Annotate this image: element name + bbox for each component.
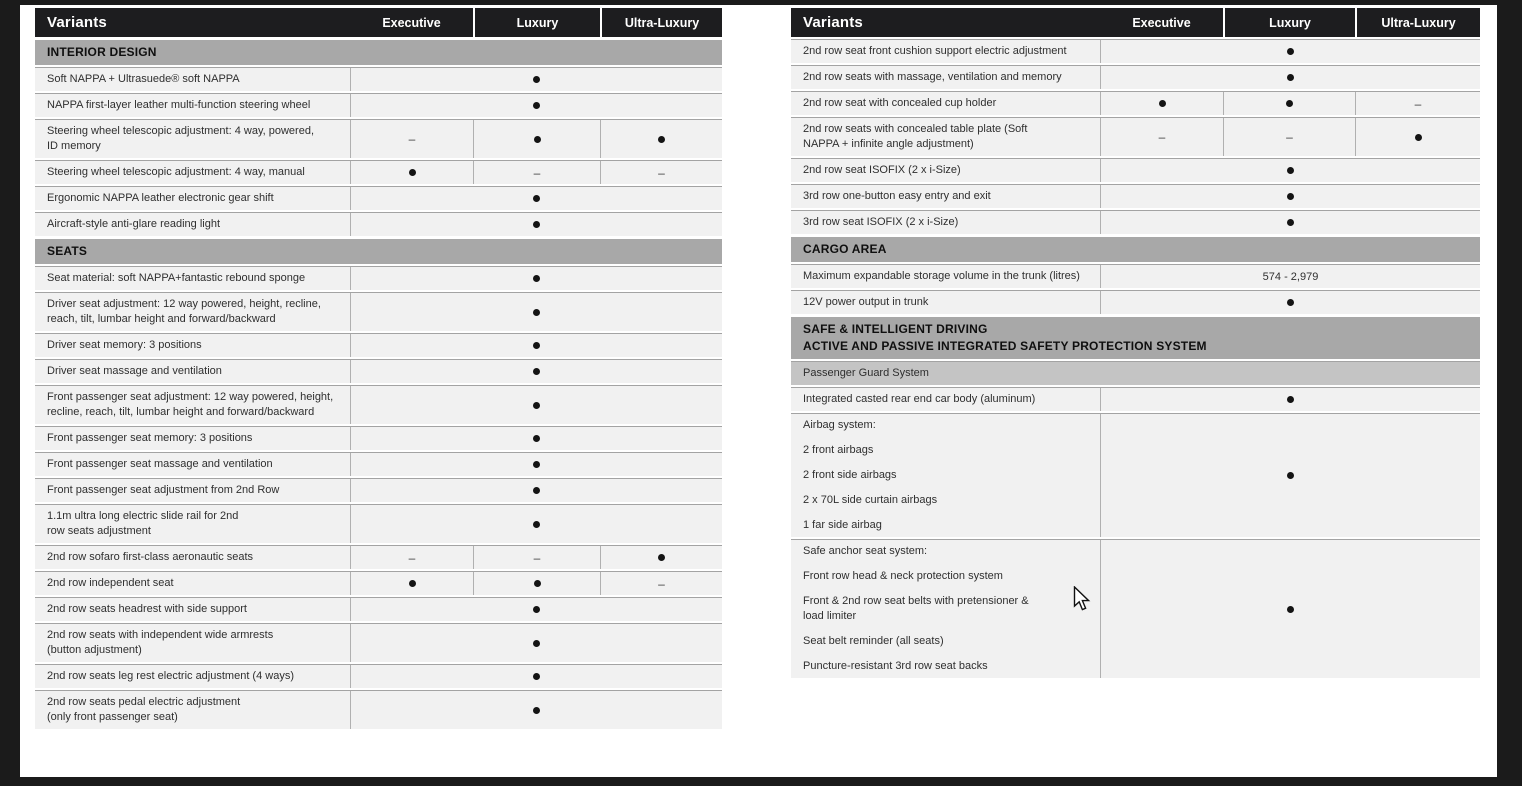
- column-header-ultra-luxury: Ultra-Luxury: [600, 8, 722, 37]
- row-label-line: 2 front side airbags: [803, 469, 897, 481]
- row-label: [35, 665, 350, 688]
- row-label-line: 2 x 70L side curtain airbags: [803, 494, 938, 506]
- feature-included-dot-icon: [533, 76, 540, 83]
- row-label-line: Steering wheel telescopic adjustment: 4 way, manual: [47, 166, 305, 178]
- table-row: [35, 452, 722, 476]
- feature-included-dot-icon: [1287, 193, 1294, 200]
- section-title: SAFE & INTELLIGENT DRIVING: [803, 322, 988, 336]
- feature-included-dot-icon: [1287, 606, 1294, 613]
- feature-included-dot-icon: [533, 640, 540, 647]
- row-label-line: Driver seat adjustment: 12 way powered, height, recline,: [47, 298, 321, 310]
- row-label-line: 2nd row seat front cushion support electric adjustment: [803, 45, 1067, 57]
- row-label: [791, 40, 1100, 63]
- value-cell-all-variants: [350, 213, 722, 236]
- variants-table-left: [35, 8, 722, 729]
- row-label: [791, 185, 1100, 208]
- value-cell-all-variants: [350, 665, 722, 688]
- table-row: [35, 664, 722, 688]
- value-cell-ultra-luxury: [600, 546, 722, 569]
- row-label-line: (button adjustment): [47, 644, 142, 656]
- value-cell-all-variants: [350, 598, 722, 621]
- row-label-line: Maximum expandable storage volume in the trunk (litres): [803, 270, 1080, 282]
- row-label: [35, 598, 350, 621]
- row-label: [35, 213, 350, 236]
- value-cell-all-variants: [350, 187, 722, 210]
- feature-included-dot-icon: [533, 487, 540, 494]
- row-label-line: 2nd row seats headrest with side support: [47, 603, 247, 615]
- row-label: [35, 453, 350, 476]
- row-label: [35, 479, 350, 502]
- value-cell-all-variants: [350, 453, 722, 476]
- mouse-cursor-icon: [1073, 586, 1092, 619]
- value-cell-all-variants: [350, 293, 722, 331]
- feature-included-dot-icon: [533, 402, 540, 409]
- section-header: [791, 237, 1480, 262]
- value-cell-luxury: [473, 572, 600, 595]
- feature-included-dot-icon: [533, 368, 540, 375]
- column-header-executive: Executive: [382, 15, 441, 30]
- feature-included-dot-icon: [533, 707, 540, 714]
- value-cell-luxury: [1223, 92, 1355, 115]
- label-line-spacer: [803, 624, 1090, 634]
- feature-included-dot-icon: [1287, 472, 1294, 479]
- cell-value-text: 574 - 2,979: [1262, 270, 1319, 283]
- table-row: [35, 119, 722, 158]
- row-label: [35, 624, 350, 662]
- section-title: ACTIVE AND PASSIVE INTEGRATED SAFETY PROTECTION SYSTEM: [803, 339, 1207, 353]
- value-cell-ultra-luxury: [1355, 118, 1480, 156]
- row-label-line: Front passenger seat adjustment: 12 way powered, height,: [47, 391, 334, 403]
- row-label-line: 2nd row sofaro first-class aeronautic seats: [47, 551, 254, 563]
- feature-included-dot-icon: [533, 606, 540, 613]
- table-row: [35, 478, 722, 502]
- table-row: [791, 91, 1480, 115]
- feature-included-dot-icon: [533, 275, 540, 282]
- table-row: [791, 39, 1480, 63]
- row-label-line: 3rd row one-button easy entry and exit: [803, 190, 991, 202]
- row-label-line: recline, reach, tilt, lumbar height and forward/backward: [47, 406, 315, 418]
- row-label: [35, 161, 350, 184]
- row-label-line: Soft NAPPA + Ultrasuede® soft NAPPA: [47, 73, 240, 85]
- column-header-ultra-luxury: Ultra-Luxury: [1355, 8, 1480, 37]
- value-cell-all-variants: [1100, 388, 1480, 411]
- value-cell-all-variants: [1100, 291, 1480, 314]
- value-cell-ultra-luxury: [600, 572, 722, 595]
- feature-included-dot-icon: [533, 461, 540, 468]
- row-label: [35, 293, 350, 331]
- feature-included-dot-icon: [1287, 74, 1294, 81]
- table-row: [35, 160, 722, 184]
- row-label: [35, 386, 350, 424]
- table-row: [791, 413, 1480, 537]
- feature-not-available-dash: –: [658, 576, 665, 591]
- feature-included-dot-icon: [409, 580, 416, 587]
- row-label-line: Seat material: soft NAPPA+fantastic rebound sponge: [47, 272, 306, 284]
- table-row: [35, 359, 722, 383]
- row-label: [35, 427, 350, 450]
- label-line-spacer: [803, 508, 1090, 518]
- row-label-line: 2nd row seats leg rest electric adjustment (4 ways): [47, 670, 294, 682]
- value-cell-all-variants: [350, 94, 722, 117]
- row-label: [791, 92, 1100, 115]
- value-cell-all-variants: [350, 479, 722, 502]
- row-label-line: Airbag system:: [803, 419, 876, 431]
- row-label-line: Seat belt reminder (all seats): [803, 635, 944, 647]
- feature-included-dot-icon: [1287, 396, 1294, 403]
- row-label: [35, 691, 350, 729]
- table-row: [35, 597, 722, 621]
- feature-included-dot-icon: [533, 195, 540, 202]
- value-cell-all-variants: [350, 505, 722, 543]
- row-label-line: Front passenger seat massage and ventilation: [47, 458, 273, 470]
- feature-included-dot-icon: [534, 580, 541, 587]
- value-cell-ultra-luxury: [600, 161, 722, 184]
- row-label: [35, 94, 350, 117]
- row-label: [35, 187, 350, 210]
- table-row: [791, 539, 1480, 678]
- value-cell-executive: [350, 120, 473, 158]
- value-cell-luxury: [1223, 118, 1355, 156]
- feature-included-dot-icon: [1287, 48, 1294, 55]
- section-title: SEATS: [47, 244, 88, 258]
- row-label-line: 2nd row seats pedal electric adjustment: [47, 696, 241, 708]
- variants-header-label: Variants: [47, 14, 107, 31]
- row-label-line: NAPPA + infinite angle adjustment): [803, 138, 974, 150]
- section-header: [35, 40, 722, 65]
- table-row: [35, 186, 722, 210]
- row-label-line: Safe anchor seat system:: [803, 545, 928, 557]
- screen-edge-bottom: [0, 777, 1522, 786]
- feature-included-dot-icon: [658, 136, 665, 143]
- table-row: [35, 690, 722, 729]
- section-title: INTERIOR DESIGN: [47, 45, 157, 59]
- row-label: [791, 265, 1100, 288]
- value-cell-all-variants: [350, 267, 722, 290]
- feature-included-dot-icon: [533, 521, 540, 528]
- row-label-line: Front passenger seat adjustment from 2nd Row: [47, 484, 280, 496]
- table-row: [35, 545, 722, 569]
- row-label: [791, 540, 1100, 678]
- row-label-line: reach, tilt, lumbar height and forward/backward: [47, 313, 276, 325]
- row-label-line: (only front passenger seat): [47, 711, 178, 723]
- table-row: [35, 292, 722, 331]
- row-label-line: ID memory: [47, 140, 101, 152]
- label-line-spacer: [803, 584, 1090, 594]
- row-label: [791, 414, 1100, 537]
- row-label-line: row seats adjustment: [47, 525, 151, 537]
- row-label-line: 2nd row seats with independent wide armrests: [47, 629, 274, 641]
- row-label-line: Aircraft-style anti-glare reading light: [47, 218, 221, 230]
- feature-not-available-dash: –: [1158, 130, 1166, 144]
- row-label: [791, 159, 1100, 182]
- value-cell-luxury: [473, 546, 600, 569]
- value-cell-all-variants: [350, 68, 722, 91]
- subsection-header: [791, 361, 1480, 385]
- feature-not-available-dash: –: [533, 550, 541, 565]
- screen-edge-right: [1497, 0, 1522, 786]
- row-label-line: Front passenger seat memory: 3 positions: [47, 432, 253, 444]
- table-row: [791, 158, 1480, 182]
- row-label-line: Steering wheel telescopic adjustment: 4 way, powered,: [47, 125, 314, 137]
- row-label-line: Driver seat memory: 3 positions: [47, 339, 202, 351]
- table-row: [35, 67, 722, 91]
- row-label-line: 2nd row independent seat: [47, 577, 174, 589]
- value-cell-executive: [1100, 92, 1223, 115]
- row-label-line: Front & 2nd row seat belts with pretensioner &: [803, 595, 1029, 607]
- table-row: [791, 264, 1480, 288]
- value-cell-ultra-luxury: [1355, 92, 1480, 115]
- row-label: [35, 360, 350, 383]
- table-row: [35, 426, 722, 450]
- feature-included-dot-icon: [533, 309, 540, 316]
- value-cell-all-variants: [350, 386, 722, 424]
- feature-included-dot-icon: [533, 221, 540, 228]
- feature-included-dot-icon: [1159, 100, 1166, 107]
- value-cell-executive: [350, 546, 473, 569]
- row-label-line: Integrated casted rear end car body (aluminum): [803, 393, 1036, 405]
- table-row: [791, 210, 1480, 234]
- screen-edge-left: [0, 0, 20, 786]
- feature-included-dot-icon: [1286, 100, 1293, 107]
- row-label-line: 2nd row seats with concealed table plate (Soft: [803, 123, 1028, 135]
- label-line-spacer: [803, 458, 1090, 468]
- feature-not-available-dash: –: [1414, 96, 1422, 111]
- subsection-title: Passenger Guard System: [803, 367, 929, 379]
- feature-included-dot-icon: [533, 435, 540, 442]
- value-cell-all-variants: [1100, 40, 1480, 63]
- value-cell-all-variants: [350, 334, 722, 357]
- table-row: [35, 623, 722, 662]
- value-cell-all-variants: [1100, 414, 1480, 537]
- table-row: [35, 333, 722, 357]
- table-row: [791, 290, 1480, 314]
- table-row: [791, 387, 1480, 411]
- feature-not-available-dash: –: [408, 132, 416, 146]
- table-row: [35, 504, 722, 543]
- section-header: [791, 317, 1480, 359]
- table-row: [791, 117, 1480, 156]
- table-row: [35, 266, 722, 290]
- row-label-line: 1.1m ultra long electric slide rail for 2nd: [47, 510, 239, 522]
- label-line-spacer: [803, 649, 1090, 659]
- feature-included-dot-icon: [1287, 219, 1294, 226]
- value-cell-all-variants: [350, 624, 722, 662]
- feature-included-dot-icon: [409, 169, 416, 176]
- column-header-luxury: Luxury: [1223, 8, 1355, 37]
- table-row: [35, 385, 722, 424]
- label-line-spacer: [803, 433, 1090, 443]
- variants-table-right: [791, 8, 1480, 678]
- feature-not-available-dash: –: [658, 165, 665, 180]
- row-label: [791, 291, 1100, 314]
- row-label-line: 2nd row seats with massage, ventilation and memory: [803, 71, 1062, 83]
- label-line-spacer: [803, 483, 1090, 493]
- value-cell-luxury: [473, 161, 600, 184]
- row-label-line: 2nd row seat ISOFIX (2 x i-Size): [803, 164, 961, 176]
- table-row: [35, 212, 722, 236]
- value-cell-ultra-luxury: [600, 120, 722, 158]
- row-label: [791, 211, 1100, 234]
- table-row: [791, 65, 1480, 89]
- row-label: [35, 505, 350, 543]
- screen-edge-top: [0, 0, 1522, 5]
- row-label: [35, 267, 350, 290]
- feature-included-dot-icon: [533, 342, 540, 349]
- row-label: [35, 120, 350, 158]
- row-label-line: NAPPA first-layer leather multi-function steering wheel: [47, 99, 311, 111]
- feature-included-dot-icon: [533, 673, 540, 680]
- feature-not-available-dash: –: [408, 550, 416, 565]
- table-header-row: [791, 8, 1480, 37]
- row-label: [791, 66, 1100, 89]
- row-label: [35, 546, 350, 569]
- row-label-line: 2nd row seat with concealed cup holder: [803, 97, 997, 109]
- table-row: [35, 93, 722, 117]
- value-cell-all-variants: [1100, 66, 1480, 89]
- feature-included-dot-icon: [1287, 299, 1294, 306]
- table-row: [35, 571, 722, 595]
- feature-not-available-dash: –: [533, 165, 541, 180]
- section-title: CARGO AREA: [803, 242, 887, 256]
- row-label-line: Ergonomic NAPPA leather electronic gear shift: [47, 192, 274, 204]
- row-label-line: 2 front airbags: [803, 444, 874, 456]
- row-label-line: 3rd row seat ISOFIX (2 x i-Size): [803, 216, 959, 228]
- row-label-line: Driver seat massage and ventilation: [47, 365, 222, 377]
- row-label-line: 12V power output in trunk: [803, 296, 929, 308]
- row-label: [791, 388, 1100, 411]
- feature-included-dot-icon: [1415, 134, 1422, 141]
- row-label-line: load limiter: [803, 610, 857, 622]
- value-cell-luxury: [473, 120, 600, 158]
- value-cell-all-variants: [1100, 185, 1480, 208]
- row-label-line: Puncture-resistant 3rd row seat backs: [803, 660, 988, 672]
- value-cell-all-variants: [1100, 211, 1480, 234]
- table-row: [791, 184, 1480, 208]
- value-cell-executive: [350, 572, 473, 595]
- feature-included-dot-icon: [658, 554, 665, 561]
- value-cell-all-variants: [350, 360, 722, 383]
- value-cell-executive: [350, 161, 473, 184]
- feature-included-dot-icon: [1287, 167, 1294, 174]
- value-cell-executive: [1100, 118, 1223, 156]
- row-label-line: Front row head & neck protection system: [803, 570, 1003, 582]
- row-label: [35, 334, 350, 357]
- table-header-row: [35, 8, 722, 37]
- value-cell-all-variants: [350, 691, 722, 729]
- row-label: [791, 118, 1100, 156]
- label-line-spacer: [803, 559, 1090, 569]
- variants-header-label: Variants: [803, 14, 863, 31]
- column-header-luxury: Luxury: [473, 8, 600, 37]
- feature-included-dot-icon: [533, 102, 540, 109]
- value-cell-all-variants: [1100, 159, 1480, 182]
- row-label: [35, 68, 350, 91]
- value-cell-all-variants: [1100, 265, 1480, 288]
- column-header-executive: Executive: [1132, 15, 1191, 30]
- value-cell-all-variants: [1100, 540, 1480, 678]
- row-label-line: 1 far side airbag: [803, 519, 882, 531]
- feature-not-available-dash: –: [1286, 130, 1293, 144]
- value-cell-all-variants: [350, 427, 722, 450]
- feature-included-dot-icon: [534, 136, 541, 143]
- row-label: [35, 572, 350, 595]
- section-header: [35, 239, 722, 264]
